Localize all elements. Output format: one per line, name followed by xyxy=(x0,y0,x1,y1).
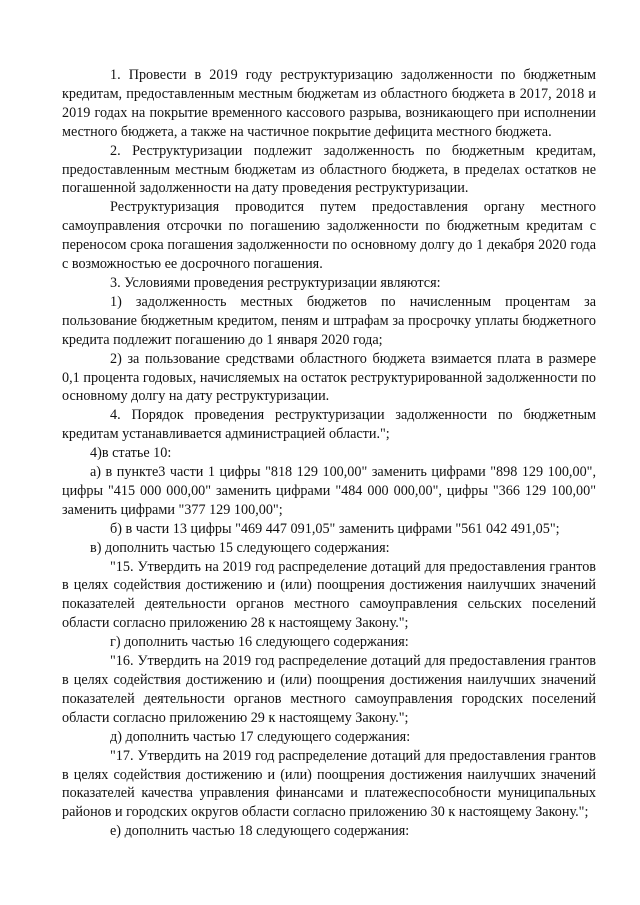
paragraph-part-17: "17. Утвердить на 2019 год распределение дотаций для предоставления грантов в целях содействия достижению и (или) поощрения достижения наилучших значений показателей качества управления финансами и платежеспособности муниципальных районов и городских округов области согласно приложению 30 к настоящему Закону."; xyxy=(62,747,596,821)
paragraph-article-10: 4)в статье 10: xyxy=(90,445,172,462)
paragraph-item-4: 4. Порядок проведения реструктуризации задолженности по бюджетным кредитам устанавливается администрацией области."; xyxy=(62,407,596,443)
paragraph-condition-1: 1) задолженность местных бюджетов по начисленным процентам за пользование бюджетным кредитом, пеням и штрафам за просрочку уплаты бюджетного кредита подлежит погашению до 1 января 2020 года; xyxy=(62,293,596,348)
paragraph-item-2: 2. Реструктуризации подлежит задолженность по бюджетным кредитам, предоставленным местным бюджетам из областного бюджета, в пределах остатков не погашенной задолженности на дату проведения реструктуризации. xyxy=(62,142,596,197)
paragraph-condition-2: 2) за пользование средствами областного бюджета взимается плата в размере 0,1 процента годовых, начисляемых на остаток реструктурированной задолженности по основному долгу на дату реструктуризации. xyxy=(62,350,596,405)
paragraph-item-1: 1. Провести в 2019 году реструктуризацию задолженности по бюджетным кредитам, предоставленным местным бюджетам из областного бюджета в 2017, 2018 и 2019 годах на покрытие временного кассового разрыва, возникающего при исполнении местного бюджета, а также на частичное покрытие дефицита местного бюджета. xyxy=(62,67,596,140)
paragraph-sub-v: в) дополнить частью 15 следующего содержания: xyxy=(90,539,390,556)
paragraph-sub-d: д) дополнить частью 17 следующего содержания: xyxy=(110,728,411,745)
paragraph-sub-e: е) дополнить частью 18 следующего содержания: xyxy=(110,823,410,840)
paragraph-sub-b: б) в части 13 цифры "469 447 091,05" заменить цифрами "561 042 491,05"; xyxy=(110,520,560,537)
paragraph-part-15: "15. Утвердить на 2019 год распределение дотаций для предоставления грантов в целях содействия достижению и (или) поощрения достижения наилучших значений показателей деятельности органов местного самоуправления сельских поселений области согласно приложению 28 к настоящему Закону."; xyxy=(62,558,596,632)
document-page xyxy=(62,66,596,841)
paragraph-sub-a: а) в пункте3 части 1 цифры "818 129 100,00" заменить цифрами "898 129 100,00", цифры "415 000 000,00" заменить цифрами "484 000 000,00", цифры "366 129 100,00" заменить цифрами "377 129 100,00"; xyxy=(62,464,596,518)
paragraph-item-3: 3. Условиями проведения реструктуризации являются: xyxy=(110,274,441,291)
paragraph-sub-g: г) дополнить частью 16 следующего содержания: xyxy=(110,634,409,651)
paragraph-restructuring-method: Реструктуризация проводится путем предоставления органу местного самоуправления отсрочки по погашению задолженности по бюджетным кредитам с переносом срока погашения задолженности по основному долгу до 1 декабря 2020 года с возможностью ее досрочного погашения. xyxy=(62,199,596,273)
paragraph-part-16: "16. Утвердить на 2019 год распределение дотаций для предоставления грантов в целях содействия достижению и (или) поощрения достижения наилучших значений показателей деятельности органов местного самоуправления городских поселений области согласно приложению 29 к настоящему Закону."; xyxy=(62,653,596,726)
